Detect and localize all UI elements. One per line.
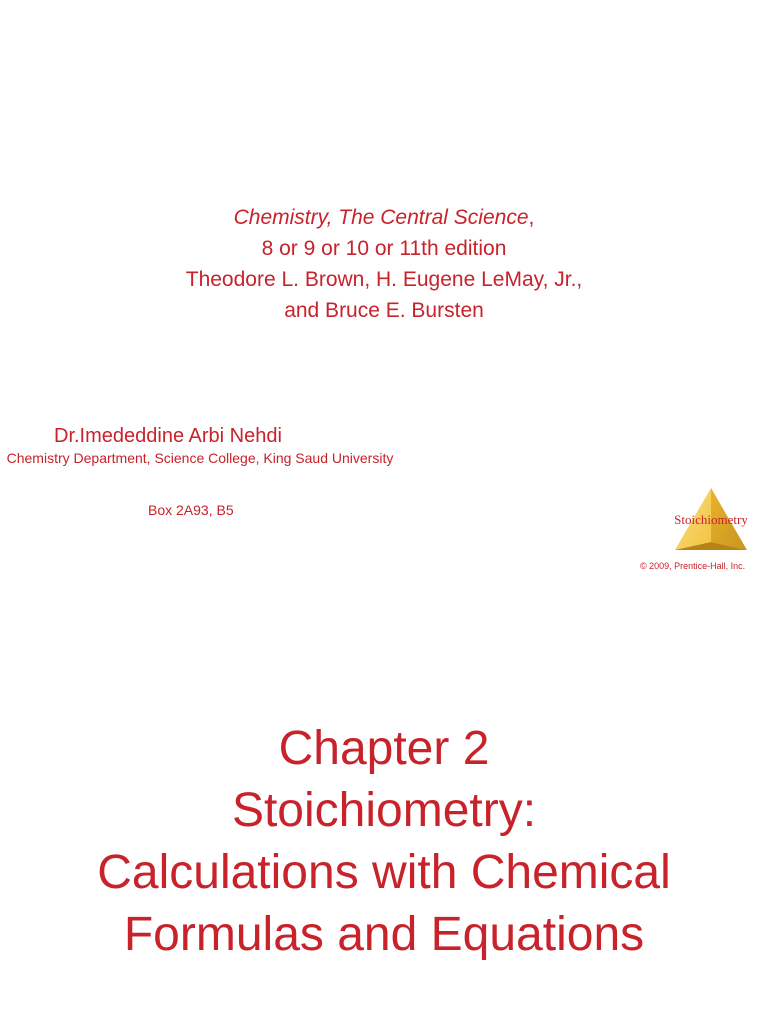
book-title-suffix: ,	[528, 206, 535, 229]
copyright-text: © 2009, Prentice-Hall, Inc.	[640, 561, 746, 571]
book-title-line	[0, 202, 768, 233]
logo-label: Stoichiometry	[674, 512, 748, 527]
chapter-topic: Stoichiometry:	[231, 784, 537, 837]
presenter-name: Dr.Imededdine Arbi Nehdi	[54, 425, 282, 447]
book-authors-line2: and Bruce E. Bursten	[284, 299, 484, 322]
chapter-number: Chapter 2	[278, 722, 490, 775]
chapter-subtitle-line1: Calculations with Chemical	[97, 846, 671, 899]
triangle-icon	[650, 480, 768, 560]
chapter-title	[0, 718, 768, 966]
book-reference	[0, 202, 768, 326]
book-edition: 8 or 9 or 10 or 11th edition	[261, 237, 507, 260]
book-authors-line1: Theodore L. Brown, H. Eugene LeMay, Jr.,	[185, 268, 583, 291]
book-title: Chemistry, The Central Science	[233, 206, 529, 229]
presenter-box: Box 2A93, B5	[148, 502, 234, 518]
chapter-subtitle-line2: Formulas and Equations	[123, 908, 645, 961]
presenter-department: Chemistry Department, Science College, King Saud University	[6, 450, 394, 466]
